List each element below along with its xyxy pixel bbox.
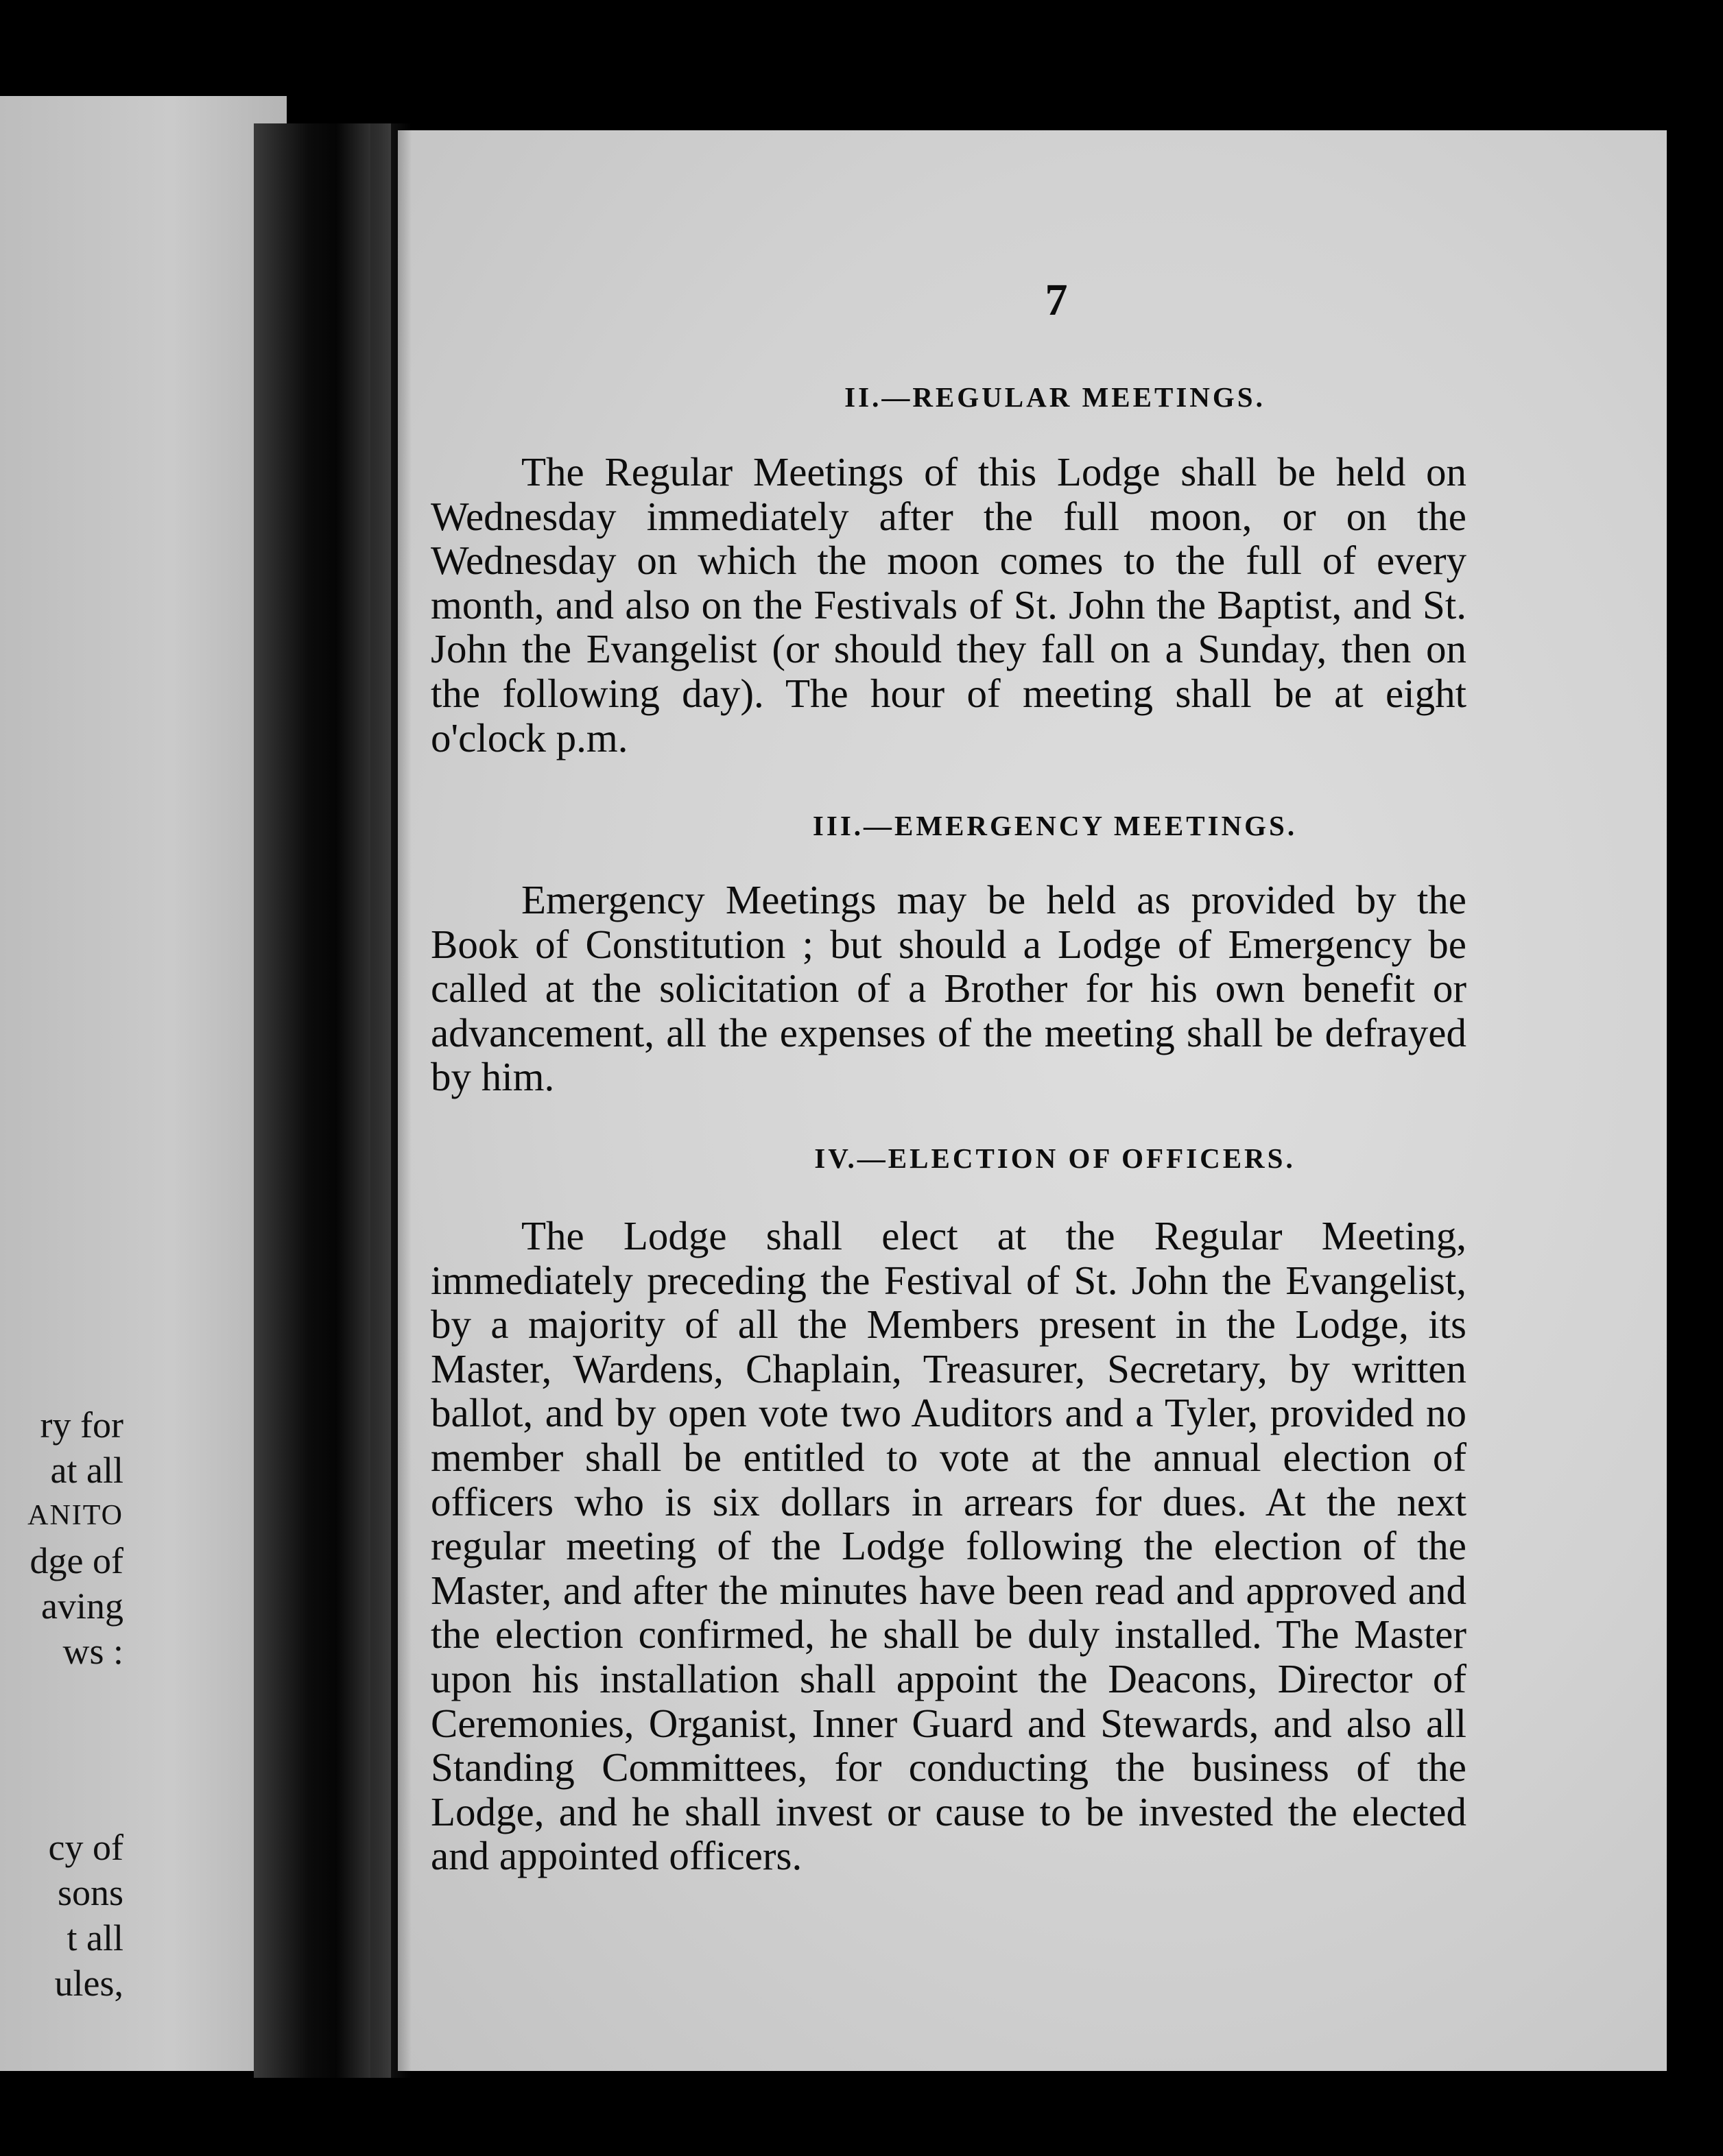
section-body-text: The Lodge shall elect at the Regular Meeting, immediately preceding the Festival of St. John the Evangelist, by a majority of all the Members present in the Lodge, its Master, Wardens, Chaplain, Treasurer, Secretary, by written ballot, and by open vote two Auditors and a Tyler, provided no member shall be entitled to vote at the annual election of officers who is six dollars in arrears for dues. At the next regular meeting of the Lodge following the election of the Master, and after the minutes have been read and approved and the election confirmed, he shall be duly installed. The Master upon his installation shall appoint the Deacons, Director of Ceremonies, Organist, Inner Guard and Stewards, and also all Standing Committees, for conducting the business of the Lodge, and he shall invest or cause to be invested the elected and appointed officers. [431, 1213, 1466, 1879]
left-fragment-line: ANITO [27, 1500, 123, 1531]
section-body-emergency-meetings [431, 878, 1466, 1099]
left-fragment-line: aving [41, 1585, 123, 1627]
left-page-fragment [0, 96, 287, 2071]
left-fragment-line: ules, [54, 1963, 123, 2004]
section-heading-regular-meetings: II.—REGULAR MEETINGS. [844, 381, 1265, 413]
section-body-regular-meetings [431, 450, 1466, 760]
left-page-text [0, 1402, 123, 2006]
section-body-election-of-officers [431, 1214, 1466, 1878]
right-page [398, 130, 1667, 2071]
section-heading-emergency-meetings: III.—EMERGENCY MEETINGS. [812, 810, 1298, 841]
left-fragment-line: dge of [29, 1540, 123, 1581]
gutter-shadow [370, 123, 412, 2078]
section-body-text: Emergency Meetings may be held as provided by the Book of Constitution ; but should a Lodge of Emergency be called at the solicitation of a Brother for his own benefit or advancement, all the expenses of the meeting shall be defrayed by him. [431, 877, 1466, 1100]
page-number: 7 [1045, 275, 1068, 325]
section-body-text: The Regular Meetings of this Lodge shall be held on Wednesday immediately after the full moon, or on the Wednesday on which the moon comes to the full of every month, and also on the Festivals of St. John the Baptist, and St. John the Evangelist (or should they fall on a Sunday, then on the following day). The hour of meeting shall be at eight o'clock p.m. [431, 449, 1466, 760]
left-fragment-line: sons [57, 1872, 123, 1913]
left-fragment-line: at all [50, 1450, 123, 1491]
section-heading-election-of-officers: IV.—ELECTION OF OFFICERS. [814, 1142, 1296, 1174]
left-fragment-line: cy of [48, 1827, 123, 1868]
left-fragment-line: t all [67, 1917, 123, 1959]
left-fragment-line: ry for [40, 1404, 123, 1446]
left-fragment-line: ws : [62, 1631, 123, 1672]
